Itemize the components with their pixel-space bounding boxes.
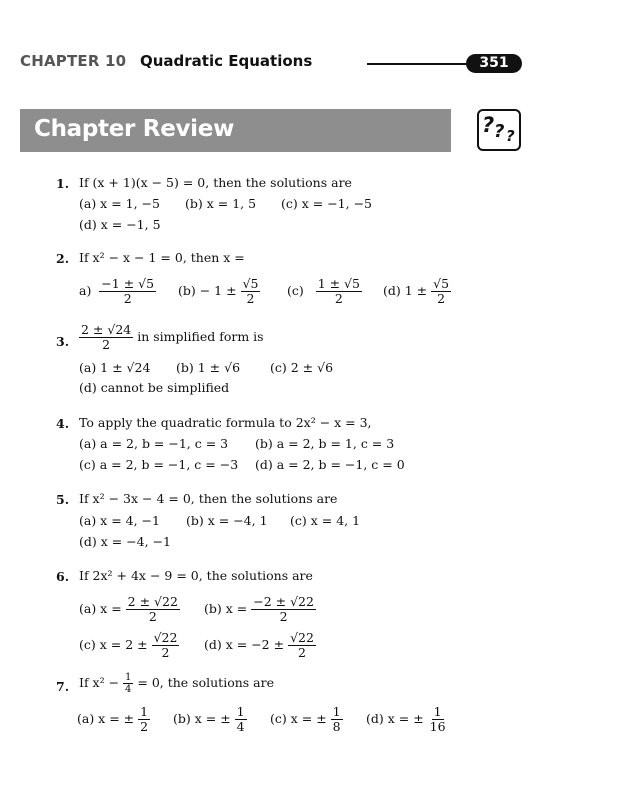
q6-option-c — [79, 631, 179, 660]
q7-a-denominator: 2 — [140, 719, 149, 734]
q2-stem: If x² − x − 1 = 0, then x = — [79, 250, 245, 265]
q7-a-label: (a) x = ± — [77, 711, 135, 726]
q6-c-label: (c) x = 2 ± — [79, 637, 148, 652]
q4-option-b: (b) a = 2, b = 1, c = 3 — [255, 436, 395, 451]
q7-c-numerator: 1 — [332, 704, 341, 719]
q7-a-numerator: 1 — [140, 704, 149, 719]
q2-b-label: (b) − 1 ± — [178, 283, 237, 298]
chapter-title: Quadratic Equations — [140, 52, 313, 70]
q2-option-b — [178, 277, 260, 306]
q7-option-b — [173, 705, 247, 734]
q4-option-d: (d) a = 2, b = −1, c = 0 — [255, 457, 405, 472]
q2-option-c — [287, 277, 362, 306]
q6-number: 6. — [56, 569, 70, 584]
q2-d-numerator: √5 — [433, 276, 450, 291]
q6-c-denominator: 2 — [161, 645, 170, 660]
q7-c-label: (c) x = ± — [270, 711, 327, 726]
q5-option-d: (d) x = −4, −1 — [79, 534, 171, 549]
q2-c-denominator: 2 — [334, 291, 343, 306]
q4-option-c: (c) a = 2, b = −1, c = −3 — [79, 457, 239, 472]
q2-a-numerator: −1 ± √5 — [101, 276, 155, 291]
q7-option-d — [366, 705, 448, 734]
question-marks-icon: ? ? ? — [477, 109, 521, 151]
q3-option-d: (d) cannot be simplified — [79, 380, 230, 395]
q4-option-a: (a) a = 2, b = −1, c = 3 — [79, 436, 229, 451]
page-number-badge: 351 — [466, 54, 522, 73]
q2-c-label: (c) — [287, 283, 304, 298]
q6-c-numerator: √22 — [153, 630, 178, 645]
chapter-label: CHAPTER 10 — [20, 52, 127, 70]
q6-a-label: (a) x = — [79, 601, 122, 616]
q2-d-label: (d) 1 ± — [383, 283, 428, 298]
q2-d-denominator: 2 — [437, 291, 446, 306]
q1-stem: If (x + 1)(x − 5) = 0, then the solutions are — [79, 175, 352, 190]
q7-d-numerator: 1 — [433, 704, 442, 719]
q7-option-a — [77, 705, 150, 734]
q5-option-c: (c) x = 4, 1 — [290, 513, 361, 528]
q7-number: 7. — [56, 679, 70, 694]
q1-option-b: (b) x = 1, 5 — [185, 196, 257, 211]
chapter-review-banner — [20, 109, 451, 152]
q7-stem-pre: If x² − — [79, 675, 120, 690]
q6-d-denominator: 2 — [298, 645, 306, 660]
q6-b-label: (b) x = — [204, 601, 248, 616]
q6-a-denominator: 2 — [148, 609, 157, 624]
q7-c-denominator: 8 — [332, 719, 341, 734]
q7-b-label: (b) x = ± — [173, 711, 231, 726]
q2-c-numerator: 1 ± √5 — [317, 276, 360, 291]
q6-option-d — [204, 631, 316, 660]
q5-option-a: (a) x = 4, −1 — [79, 513, 160, 528]
q3-number: 3. — [56, 334, 70, 349]
q7-stem-frac-num: 1 — [125, 672, 132, 683]
header-rule — [367, 63, 482, 65]
q6-stem: If 2x² + 4x − 9 = 0, the solutions are — [79, 568, 313, 583]
q1-option-c: (c) x = −1, −5 — [281, 196, 372, 211]
q7-d-denominator: 16 — [429, 719, 446, 734]
q3-stem — [79, 323, 264, 352]
q1-option-a: (a) x = 1, −5 — [79, 196, 160, 211]
q7-stem-post: = 0, the solutions are — [137, 675, 274, 690]
q6-b-denominator: 2 — [279, 609, 288, 624]
q4-number: 4. — [56, 416, 70, 431]
q1-option-d: (d) x = −1, 5 — [79, 217, 161, 232]
q2-number: 2. — [56, 251, 70, 266]
q7-b-denominator: 4 — [236, 719, 245, 734]
q3-frac-numerator: 2 ± √24 — [81, 322, 132, 337]
q4-stem: To apply the quadratic formula to 2x² − x = 3, — [79, 415, 372, 430]
q3-frac-denominator: 2 — [102, 337, 111, 352]
q3-option-b: (b) 1 ± √6 — [176, 360, 241, 375]
q6-d-label: (d) x = −2 ± — [204, 637, 285, 652]
q6-option-b — [204, 595, 316, 624]
q2-option-a — [79, 277, 156, 306]
q7-option-c — [270, 705, 343, 734]
q6-b-numerator: −2 ± √22 — [253, 594, 314, 609]
q2-b-denominator: 2 — [246, 291, 255, 306]
q7-stem-frac-den: 4 — [125, 684, 132, 695]
q2-a-label: a) — [79, 283, 92, 298]
q3-option-c: (c) 2 ± √6 — [270, 360, 334, 375]
q2-option-d — [383, 277, 451, 306]
q7-b-numerator: 1 — [236, 704, 245, 719]
q2-a-denominator: 2 — [123, 291, 132, 306]
q1-number: 1. — [56, 176, 70, 191]
q6-a-numerator: 2 ± √22 — [127, 594, 178, 609]
q7-stem — [79, 672, 274, 695]
q2-b-numerator: √5 — [242, 276, 259, 291]
banner-title: Chapter Review — [34, 116, 235, 142]
q7-d-label: (d) x = ± — [366, 711, 424, 726]
q6-option-a — [79, 595, 180, 624]
q3-option-a: (a) 1 ± √24 — [79, 360, 151, 375]
q6-d-numerator: √22 — [290, 630, 314, 645]
q5-number: 5. — [56, 492, 70, 507]
q3-stem-text: in simplified form is — [137, 329, 264, 344]
q5-stem: If x² − 3x − 4 = 0, then the solutions are — [79, 491, 338, 506]
q5-option-b: (b) x = −4, 1 — [186, 513, 268, 528]
